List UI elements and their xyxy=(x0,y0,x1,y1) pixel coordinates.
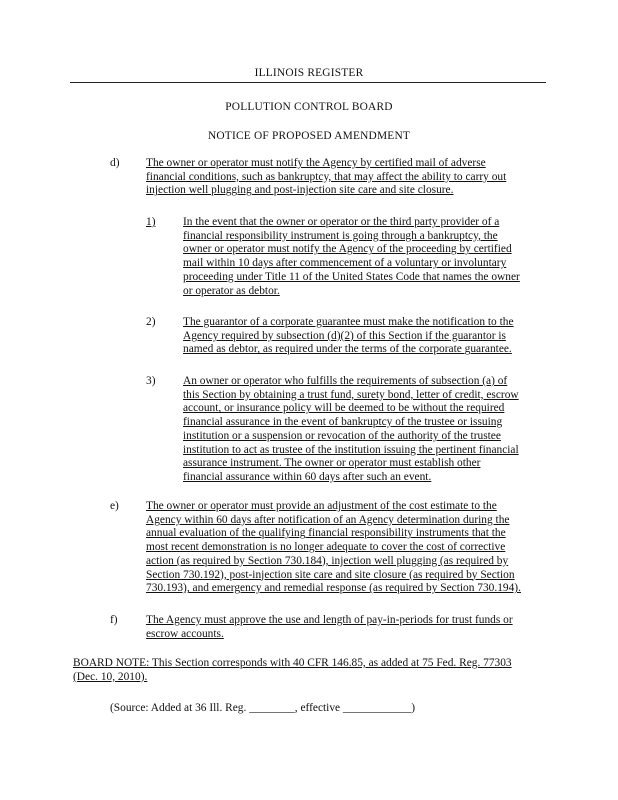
text-line: (Dec. 10, 2010). xyxy=(73,670,148,683)
text-line: Agency required by subsection (d)(2) of this Section if the guarantor is xyxy=(183,329,506,342)
text-line: account, or insurance policy will be deemed to be without the required xyxy=(183,402,505,415)
section-e-text xyxy=(146,500,521,596)
item-1-marker: 1) xyxy=(146,216,156,228)
board-note xyxy=(73,657,512,684)
text-line: The owner or operator must notify the Agency by certified mail of adverse xyxy=(146,157,486,169)
text-line: injection well plugging and post-injection site care and site closure. xyxy=(146,184,454,197)
text-line: BOARD NOTE: This Section corresponds with 40 CFR 146.85, as added at 75 Fed. Reg. 77303 xyxy=(73,657,512,669)
text-line: Agency within 60 days after notification of an Agency determination during the xyxy=(146,513,510,526)
text-line: owner or operator must notify the Agency of the proceeding by certified xyxy=(183,243,512,256)
text-line: Section 730.192), post-injection site care and site closure (as required by Section xyxy=(146,568,515,581)
text-line: proceeding under Title 11 of the United States Code that names the owner xyxy=(183,270,520,283)
text-line: or operator as debtor. xyxy=(183,284,280,297)
text-line: this Section by obtaining a trust fund, surety bond, letter of credit, escrow xyxy=(183,388,519,401)
text-line: named as debtor, as required under the terms of the corporate guarantee. xyxy=(183,343,512,356)
text-line: (Source: Added at 36 Ill. Reg. ________, effective ____________) xyxy=(110,702,416,714)
text-line: In the event that the owner or operator or the third party provider of a xyxy=(183,216,500,228)
section-f-text xyxy=(146,614,513,641)
text-line: financial assurance within 60 days after such an event. xyxy=(183,470,432,483)
text-line: 730.193), and emergency and remedial response (as required by Section 730.194). xyxy=(146,582,521,595)
item-3-text xyxy=(183,375,519,485)
text-line: The owner or operator must provide an adjustment of the cost estimate to the xyxy=(146,500,497,512)
item-3-marker: 3) xyxy=(146,375,156,387)
item-1-text xyxy=(183,216,520,298)
source-note xyxy=(110,702,415,716)
text-line: An owner or operator who fulfills the requirements of subsection (a) of xyxy=(183,375,508,387)
text-line: institution or a suspension or revocation of the authority of the trustee xyxy=(183,429,501,442)
text-line: financial assurance in the event of bankruptcy of the trustee or issuing xyxy=(183,416,503,429)
text-line: The Agency must approve the use and length of pay-in-periods for trust funds or xyxy=(146,614,513,626)
board-heading: POLLUTION CONTROL BOARD xyxy=(225,101,393,113)
section-f-marker: f) xyxy=(110,614,118,626)
register-heading: ILLINOIS REGISTER xyxy=(254,67,364,79)
item-2-text xyxy=(183,316,514,357)
text-line: most recent demonstration is no longer adequate to cover the cost of corrective xyxy=(146,541,506,554)
section-d-text xyxy=(146,157,506,198)
section-d-marker: d) xyxy=(110,157,120,169)
header-rule xyxy=(70,82,546,83)
notice-heading: NOTICE OF PROPOSED AMENDMENT xyxy=(207,130,411,142)
text-line: annual evaluation of the qualifying financial responsibility instruments that the xyxy=(146,527,506,540)
text-line: financial responsibility instrument is going through a bankruptcy, the xyxy=(183,229,498,242)
section-e-marker: e) xyxy=(110,500,119,512)
text-line: escrow accounts. xyxy=(146,627,224,640)
item-2-marker: 2) xyxy=(146,316,156,328)
text-line: mail within 10 days after commencement of a voluntary or involuntary xyxy=(183,257,507,270)
text-line: action (as required by Section 730.184), injection well plugging (as required by xyxy=(146,554,509,567)
text-line: financial conditions, such as bankruptcy, that may affect the ability to carry out xyxy=(146,170,507,183)
text-line: assurance instrument. The owner or operator must establish other xyxy=(183,457,481,470)
text-line: institution to act as trustee of the institution issuing the pertinent financial xyxy=(183,443,519,456)
text-line: The guarantor of a corporate guarantee must make the notification to the xyxy=(183,316,514,328)
